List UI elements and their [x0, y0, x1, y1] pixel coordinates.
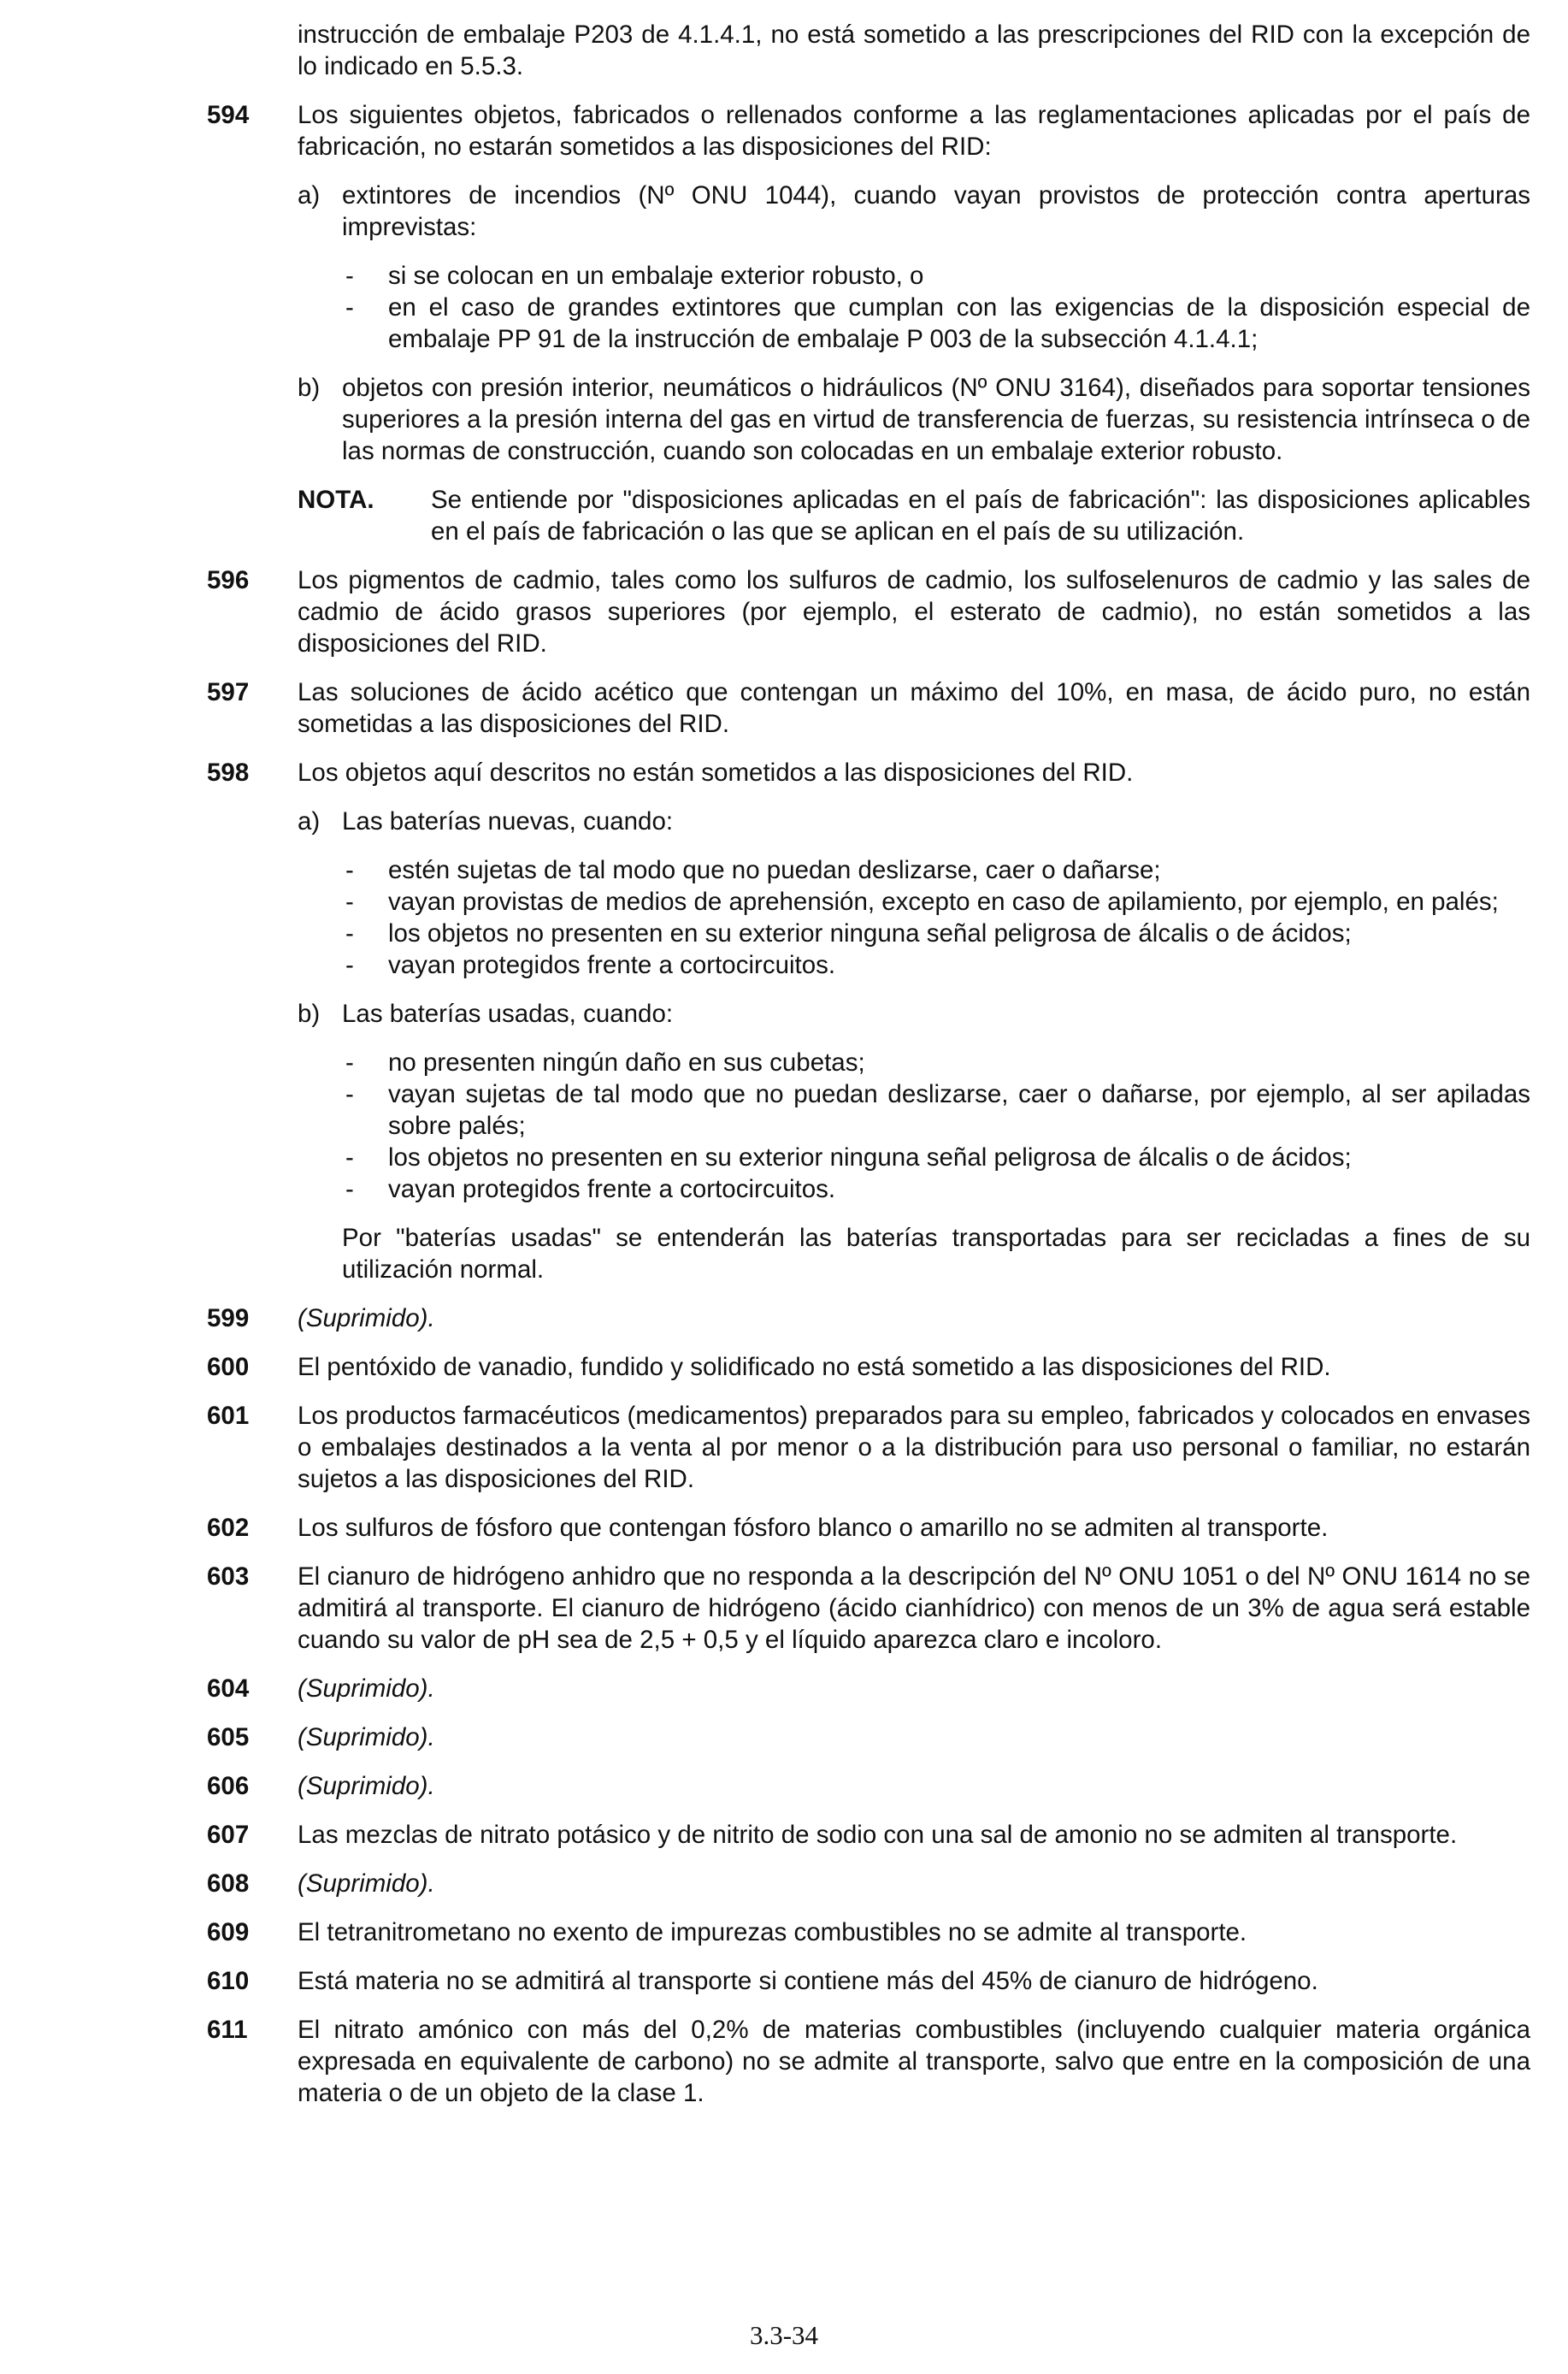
- provision-number: 598: [207, 759, 250, 787]
- provision-599: [207, 1302, 1530, 1334]
- provision-text: Los sulfuros de fósforo que contengan fósforo blanco o amarillo no se admiten al transporte.: [298, 1514, 1329, 1542]
- dash-item: - vayan protegidos frente a cortocircuitos.: [345, 951, 836, 979]
- provision-text: (Suprimido).: [298, 1772, 435, 1800]
- subitem-a: [298, 806, 1530, 981]
- provision-text: Las soluciones de ácido acético que contengan un máximo del 10%, en masa, de ácido puro, no están sometidas a las disposiciones del RID.: [298, 678, 1530, 738]
- provision-601: [207, 1400, 1530, 1495]
- subitem-label: b): [298, 1000, 321, 1028]
- provision-611: [207, 2014, 1530, 2109]
- provision-text: (Suprimido).: [298, 1723, 435, 1751]
- subitem-b: [298, 372, 1530, 467]
- subitem-text: extintores de incendios (Nº ONU 1044), cuando vayan provistos de protección contra aperturas imprevistas:: [342, 181, 1530, 241]
- subitem-text: Las baterías usadas, cuando:: [342, 1000, 674, 1028]
- dash-item: - los objetos no presenten en su exterior ninguna señal peligrosa de álcalis o de ácidos;: [345, 1143, 1352, 1172]
- dash-item: - en el caso de grandes extintores que cumplan con las exigencias de la disposición especial de embalaje PP 91 de la instrucción de embalaje P 003 de la subsección 4.1.4.1;: [345, 293, 1530, 353]
- dash-item: - vayan provistas de medios de aprehensión, excepto en caso de apilamiento, por ejemplo, en palés;: [345, 888, 1499, 916]
- note: [298, 484, 1530, 547]
- provision-598: [207, 757, 1530, 1285]
- provision-609: [207, 1916, 1530, 1948]
- note-text: Se entiende por "disposiciones aplicadas en el país de fabricación": las disposiciones aplicables en el país de fabricación o las que se aplican en el país de su utilización.: [431, 486, 1530, 546]
- provision-610: [207, 1965, 1530, 1997]
- provision-number: 606: [207, 1772, 250, 1800]
- provision-number: 609: [207, 1918, 250, 1946]
- provision-number: 607: [207, 1821, 250, 1849]
- provision-text: Los siguientes objetos, fabricados o rellenados conforme a las reglamentaciones aplicadas por el país de fabricación, no estarán sometidos a las disposiciones del RID:: [298, 101, 1530, 161]
- provision-number: 600: [207, 1353, 250, 1381]
- provision-number: 602: [207, 1514, 250, 1542]
- provision-606: [207, 1770, 1530, 1802]
- provision-605: [207, 1721, 1530, 1753]
- note-label: NOTA.: [298, 486, 374, 514]
- provision-602: [207, 1512, 1530, 1544]
- subitem-label: b): [298, 374, 321, 402]
- dash-item: - no presenten ningún daño en sus cubetas;: [345, 1048, 865, 1077]
- provision-text: Los objetos aquí descritos no están sometidos a las disposiciones del RID.: [298, 759, 1134, 787]
- provision-607: [207, 1819, 1530, 1851]
- page-number: 3.3-34: [749, 2320, 819, 2350]
- provision-text: Los pigmentos de cadmio, tales como los sulfuros de cadmio, los sulfoselenuros de cadmio y las sales de cadmio de ácido grasos superiores (por ejemplo, el esterato de cadmio), no están sometidos a las disposiciones del RID.: [298, 566, 1530, 658]
- subitem-b: [298, 998, 1530, 1205]
- provision-600: [207, 1351, 1530, 1383]
- provision-number: 605: [207, 1723, 250, 1751]
- provision-text: El nitrato amónico con más del 0,2% de materias combustibles (incluyendo cualquier materia orgánica expresada en equivalente de carbono) no se admite al transporte, salvo que entre en la composición de una materia o de un objeto de la clase 1.: [298, 2016, 1530, 2107]
- provision-597: [207, 676, 1530, 740]
- dash-item: - si se colocan en un embalaje exterior robusto, o: [345, 262, 924, 290]
- provision-number: 604: [207, 1674, 250, 1703]
- provision-596: [207, 564, 1530, 659]
- intro-paragraph: instrucción de embalaje P203 de 4.1.4.1, no está sometido a las prescripciones del RID con la excepción de lo indicado en 5.5.3.: [298, 21, 1530, 80]
- dash-item: - los objetos no presenten en su exterior ninguna señal peligrosa de álcalis o de ácidos;: [345, 919, 1352, 948]
- subitem-text: objetos con presión interior, neumáticos o hidráulicos (Nº ONU 3164), diseñados para soportar tensiones superiores a la presión interna del gas en virtud de transferencia de fuerzas, su resistencia intrínseca o de las normas de construcción, cuando son colocadas en un embalaje exterior robusto.: [342, 374, 1530, 465]
- provision-number: 594: [207, 101, 250, 129]
- provision-number: 603: [207, 1562, 250, 1591]
- provision-number: 611: [207, 2016, 248, 2044]
- provision-608: [207, 1868, 1530, 1899]
- document-body: [207, 19, 1530, 2126]
- dash-item: - estén sujetas de tal modo que no puedan deslizarse, caer o dañarse;: [345, 856, 1161, 884]
- provision-text: El pentóxido de vanadio, fundido y solidificado no está sometido a las disposiciones del RID.: [298, 1353, 1331, 1381]
- provision-number: 610: [207, 1967, 250, 1995]
- provision-text: El tetranitrometano no exento de impurezas combustibles no se admite al transporte.: [298, 1918, 1247, 1946]
- provision-text: (Suprimido).: [298, 1674, 435, 1703]
- provision-text: Los productos farmacéuticos (medicamentos) preparados para su empleo, fabricados y colocados en envases o embalajes destinados a la venta al por menor o a la distribución para uso personal o familiar, no estarán sujetos a las disposiciones del RID.: [298, 1402, 1530, 1493]
- provision-number: 601: [207, 1402, 250, 1430]
- provision-603: [207, 1561, 1530, 1656]
- subitem-a: [298, 180, 1530, 355]
- used-batteries-definition: Por "baterías usadas" se entenderán las baterías transportadas para ser recicladas a fines de su utilización normal.: [342, 1224, 1530, 1284]
- subitem-label: a): [298, 181, 321, 210]
- provision-text: El cianuro de hidrógeno anhidro que no responda a la descripción del Nº ONU 1051 o del Nº ONU 1614 no se admitirá al transporte. El cianuro de hidrógeno (ácido cianhídrico) con menos de un 3% de agua será estable cuando su valor de pH sea de 2,5 + 0,5 y el líquido aparezca claro e incoloro.: [298, 1562, 1530, 1654]
- provision-text: Las mezclas de nitrato potásico y de nitrito de sodio con una sal de amonio no se admiten al transporte.: [298, 1821, 1458, 1849]
- provision-604: [207, 1673, 1530, 1704]
- provision-text: (Suprimido).: [298, 1869, 435, 1898]
- subitem-text: Las baterías nuevas, cuando:: [342, 807, 674, 836]
- provision-text: (Suprimido).: [298, 1304, 435, 1332]
- provision-text: Está materia no se admitirá al transporte si contiene más del 45% de cianuro de hidrógeno.: [298, 1967, 1318, 1995]
- dash-item: - vayan protegidos frente a cortocircuitos.: [345, 1175, 836, 1203]
- provision-number: 608: [207, 1869, 250, 1898]
- provision-number: 596: [207, 566, 250, 594]
- provision-number: 597: [207, 678, 250, 706]
- provision-number: 599: [207, 1304, 250, 1332]
- subitem-label: a): [298, 807, 321, 836]
- dash-item: - vayan sujetas de tal modo que no puedan deslizarse, caer o dañarse, por ejemplo, al ser apiladas sobre palés;: [345, 1080, 1530, 1140]
- provision-594: [207, 99, 1530, 547]
